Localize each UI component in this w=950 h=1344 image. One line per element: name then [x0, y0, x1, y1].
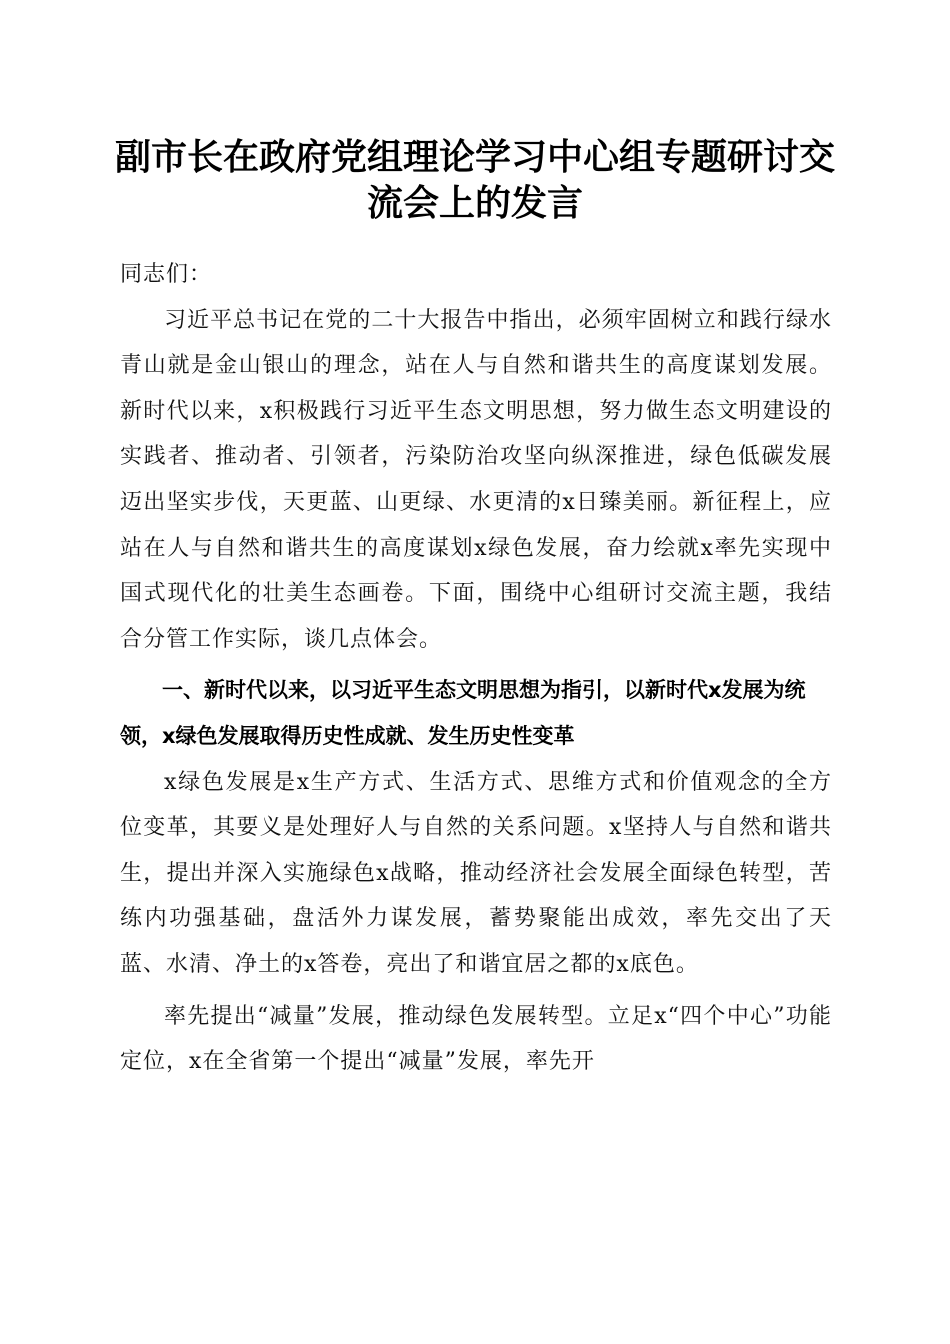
document-body — [120, 252, 832, 1085]
section1-paragraph-2: 率先提出“减量”发展，推动绿色发展转型。立足x“四个中心”功能定位，x在全省第一个提出“减量”发展，率先开 — [120, 1003, 832, 1075]
intro-paragraph: 习近平总书记在党的二十大报告中指出，必须牢固树立和践行绿水青山就是金山银山的理念，站在人与自然和谐共生的高度谋划发展。新时代以来，x积极践行习近平生态文明思想，努力做生态文明建设的实践者、推动者、引领者，污染防治攻坚向纵深推进，绿色低碳发展迈出坚实步伐，天更蓝、山更绿、水更清的x日臻美丽。新征程上，应站在人与自然和谐共生的高度谋划x绿色发展，奋力绘就x率先实现中国式现代化的壮美生态画卷。下面，围绕中心组研讨交流主题，我结合分管工作实际，谈几点体会。 — [120, 307, 832, 652]
document-title: 副市长在政府党组理论学习中心组专题研讨交流会上的发言 — [114, 136, 835, 224]
salutation: 同志们： — [120, 262, 213, 287]
section-heading-1: 一、新时代以来，以习近平生态文明思想为指引，以新时代x发展为统领，x绿色发展取得历史性成就、发生历史性变革 — [120, 678, 806, 748]
section1-paragraph-1: x绿色发展是x生产方式、生活方式、思维方式和价值观念的全方位变革，其要义是处理好人与自然的关系问题。x坚持人与自然和谐共生，提出并深入实施绿色x战略，推动经济社会发展全面绿色转型，苦练内功强基础，盘活外力谋发展，蓄势聚能出成效，率先交出了天蓝、水清、净土的x答卷，亮出了和谐宜居之都的x底色。 — [120, 769, 832, 977]
